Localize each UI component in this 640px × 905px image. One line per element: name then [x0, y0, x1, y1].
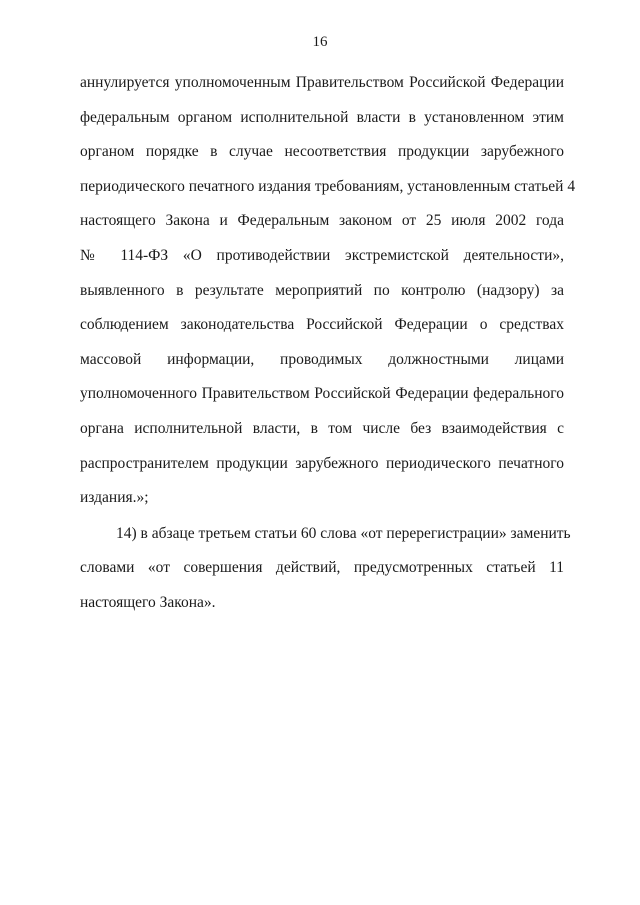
text-line: соблюдением законодательства Российской Федерации о средствах	[80, 316, 564, 334]
text-line: словами «от совершения действий, предусмотренных статьей 11	[80, 559, 564, 577]
paragraph-2	[80, 519, 571, 623]
text-line: массовой информации, проводимых должностными лицами	[80, 350, 564, 368]
document-body	[80, 68, 576, 623]
text-line: 14) в абзаце третьем статьи 60 слова «от перерегистрации» заменить	[116, 524, 571, 542]
page-number: 16	[312, 34, 328, 50]
text-line: органом порядке в случае несоответствия продукции зарубежного	[80, 143, 564, 161]
text-line: настоящего Закона и Федеральным законом от 25 июля 2002 года	[80, 212, 564, 230]
text-line: выявленного в результате мероприятий по контролю (надзору) за	[80, 281, 564, 299]
text-line: № 114-ФЗ «О противодействии экстремистской деятельности»,	[80, 246, 564, 264]
text-line: распространителем продукции зарубежного периодического печатного	[80, 454, 564, 472]
paragraph-1	[80, 68, 576, 518]
text-line: федеральным органом исполнительной власти в установленном этим	[80, 108, 564, 126]
text-line: периодического печатного издания требованиям, установленным статьей 4	[80, 177, 576, 195]
text-line: издания.»;	[80, 489, 149, 507]
text-line: органа исполнительной власти, в том числе без взаимодействия с	[80, 419, 564, 437]
text-line: настоящего Закона».	[80, 593, 216, 611]
text-line: аннулируется уполномоченным Правительством Российской Федерации	[80, 74, 564, 91]
text-line: уполномоченного Правительством Российской Федерации федерального	[80, 385, 564, 403]
